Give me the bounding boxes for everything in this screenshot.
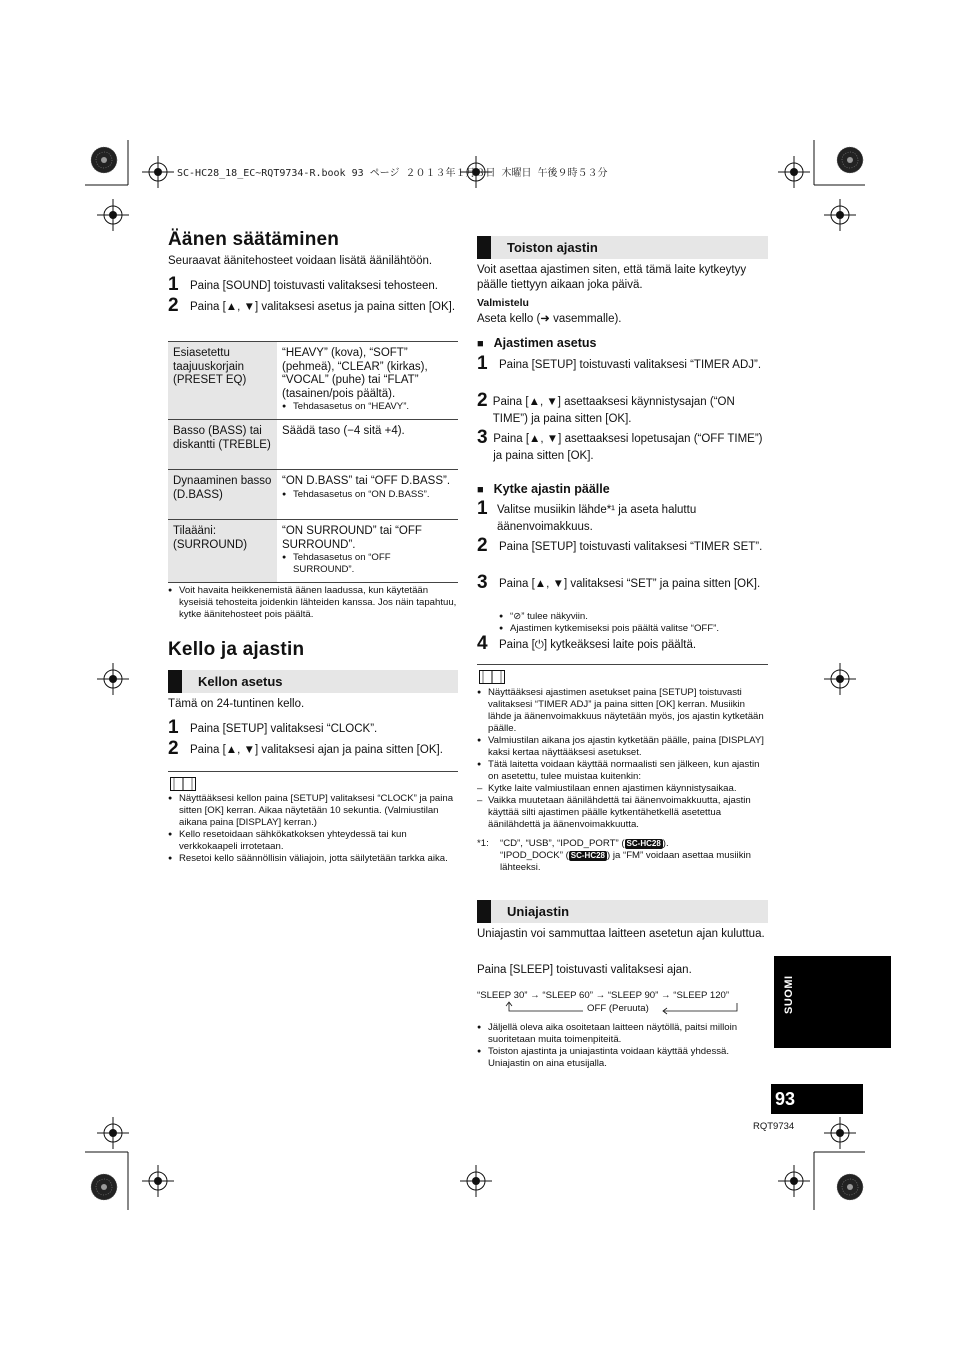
- timer-set-step-1: 1 Paina [SETUP] toistuvasti valitaksesi “TIMER ADJ”.: [477, 353, 762, 374]
- section-title-clock: Kello ja ajastin: [168, 639, 305, 660]
- sound-step-2: 2 Paina [▲, ▼] valitaksesi asetus ja paina sitten [OK].: [168, 295, 456, 316]
- timer-set-step-3: 3 Paina [▲, ▼] asettaaksesi lopetusajan (“OFF TIME”) ja paina sitten [OK].: [477, 427, 763, 462]
- table-row: Tilaääni: (SURROUND) “ON SURROUND” tai “OFF SURROUND”. ● Tehdasasetus on “OFF SURROUND”.: [168, 520, 458, 583]
- model-tag: SC-HC28: [570, 851, 605, 860]
- sound-bottom-note: ● Voit havaita heikkenemistä äänen laadussa, kun käytetään kyseisiä tehosteita joidenkin lähteiden kanssa. Jos näin tapahtuu, kytke äänitehosteet pois päältä.: [168, 585, 458, 621]
- language-side-tab: SUOMI: [774, 956, 891, 1048]
- table-row: Esiasetettu taajuuskorjain (PRESET EQ) “HEAVY” (kova), “SOFT” (pehmeä), “CLEAR” (kirkas), “VOCAL” (puhe) tai “FLAT” (tasainen/pois päältä). ● Tehdasasetus on “HEAVY”.: [168, 342, 458, 420]
- subsection-timer-setting: ■ Ajastimen asetus: [477, 335, 596, 351]
- bar-play-timer: Toiston ajastin: [477, 236, 768, 259]
- sleep-intro: Uniajastin voi sammuttaa laitteen asetetun ajan kuluttua.: [477, 928, 765, 940]
- timer-on-step-3: 3 Paina [▲, ▼] valitaksesi “SET” ja paina sitten [OK].: [477, 572, 761, 593]
- prep-text: Aseta kello (➜ vasemmalle).: [477, 313, 622, 325]
- clock-notes: ● Näyttääksesi kellon paina [SETUP] valitaksesi “CLOCK” ja paina sitten [OK] kerran. Aikaa näytetään 10 sekuntia. (Valmiustilan aikana paina [DISPLAY] kerran.) ● Kello resetoidaan sähkökatkoksen yhteydessä tai kun verkkokaapeli irrotetaan. ● Resetoi kello säännöllisin väliajoin, jotta säilytetään tarkka aika.: [168, 793, 458, 865]
- timer-step3-notes: ● “⊘” tulee näkyviin. ● Ajastimen kytkemiseksi pois päältä valitse “OFF”.: [499, 611, 768, 635]
- timer-set-step-2: 2 Paina [▲, ▼] asettaaksesi käynnistysajan (“ON TIME”) ja paina sitten [OK].: [477, 390, 735, 425]
- page-number: 93: [771, 1084, 863, 1114]
- clock-intro: Tämä on 24-tuntinen kello.: [168, 698, 305, 710]
- section-title-sound: Äänen säätäminen: [168, 229, 340, 250]
- footnote: *1: “CD”, “USB”, “IPOD_PORT” ( SC-HC28 ). “IPOD_DOCK” ( SC-HC28 ) ja “FM” voidaan asettaa musiikin lähteeksi.: [477, 838, 751, 873]
- sleep-sequence: “SLEEP 30” → “SLEEP 60” → “SLEEP 90” → “SLEEP 120”: [477, 990, 730, 1001]
- sleep-instruction: Paina [SLEEP] toistuvasti valitaksesi ajan.: [477, 964, 692, 976]
- prep-title: Valmistelu: [477, 297, 529, 309]
- note-book-icon: [479, 670, 505, 684]
- bar-clock-setting: Kellon asetus: [168, 670, 458, 693]
- divider: [168, 771, 458, 772]
- sleep-notes: ● Jäljellä oleva aika osoitetaan laitteen näytöllä, paitsi milloin suoritetaan muita toimenpiteitä. ● Toiston ajastinta ja uniajastinta voidaan käyttää yhdessä. Uniajastin on aina etusijalla.: [477, 1022, 768, 1070]
- sound-step-1: 1 Paina [SOUND] toistuvasti valitaksesi tehosteen.: [168, 274, 439, 295]
- doc-code: RQT9734: [753, 1121, 795, 1132]
- sleep-off-label: OFF (Peruuta): [587, 1003, 649, 1014]
- clock-step-2: 2 Paina [▲, ▼] valitaksesi ajan ja paina sitten [OK].: [168, 738, 443, 759]
- timer-on-step-2: 2 Paina [SETUP] toistuvasti valitaksesi “TIMER SET”.: [477, 535, 763, 556]
- print-header: SC-HC28_18_EC~RQT9734-R.book 93 ページ ２０１３年１月３日 木曜日 午後９時５３分: [177, 168, 608, 179]
- table-row: Basso (BASS) tai diskantti (TREBLE) Säädä taso (−4 sitä +4).: [168, 420, 458, 470]
- note-book-icon: [170, 777, 196, 791]
- timer-notes: ● Näyttääksesi ajastimen asetukset paina [SETUP] toistuvasti valitaksesi “TIMER ADJ” ja paina sitten [OK] kerran. Musiikin lähde ja äänenvoimakkuus näytetään myös, jos ajastin kytketään päälle. ● Valmiustilan aikana jos ajastin kytketään päälle, paina [DISPLAY] kaksi kertaa näyttääksesi asetukset. ● Tätä laitetta voidaan käyttää normaalisti sen jälkeen, kun ajastin on asetettu, tulee muistaa kuitenkin: – Kytke laite valmiustilaan ennen ajastimen käynnistysaikaa. – Vaikka muutetaan äänilähdettä tai äänenvoimakkuutta, ajastin käyttää silti ajastimen päälle kytkentähetkellä asetettua äänilähdettä ja äänenvoimakkuutta.: [477, 687, 770, 831]
- bar-sleep-timer: Uniajastin: [477, 900, 768, 923]
- model-tag: SC-HC28: [626, 839, 661, 848]
- timer-on-step-1: 1 Valitse musiikin lähde*¹ ja aseta haluttu äänenvoimakkuus.: [477, 498, 697, 533]
- table-row: Dynaaminen basso (D.BASS) “ON D.BASS” tai “OFF D.BASS”. ● Tehdasasetus on “ON D.BASS”.: [168, 470, 458, 520]
- subsection-timer-on: ■ Kytke ajastin päälle: [477, 481, 610, 497]
- timer-intro: Voit asettaa ajastimen siten, että tämä laite kytkeytyy päälle tiettyyn aikaan joka päivä.: [477, 264, 747, 291]
- sound-settings-table: [168, 341, 458, 583]
- sound-intro: Seuraavat äänitehosteet voidaan lisätä äänilähtöön.: [168, 255, 433, 267]
- divider: [477, 664, 768, 665]
- clock-step-1: 1 Paina [SETUP] valitaksesi “CLOCK”.: [168, 717, 378, 738]
- timer-on-step-4: 4 Paina [⏻] kytkeäksesi laite pois päältä.: [477, 633, 697, 654]
